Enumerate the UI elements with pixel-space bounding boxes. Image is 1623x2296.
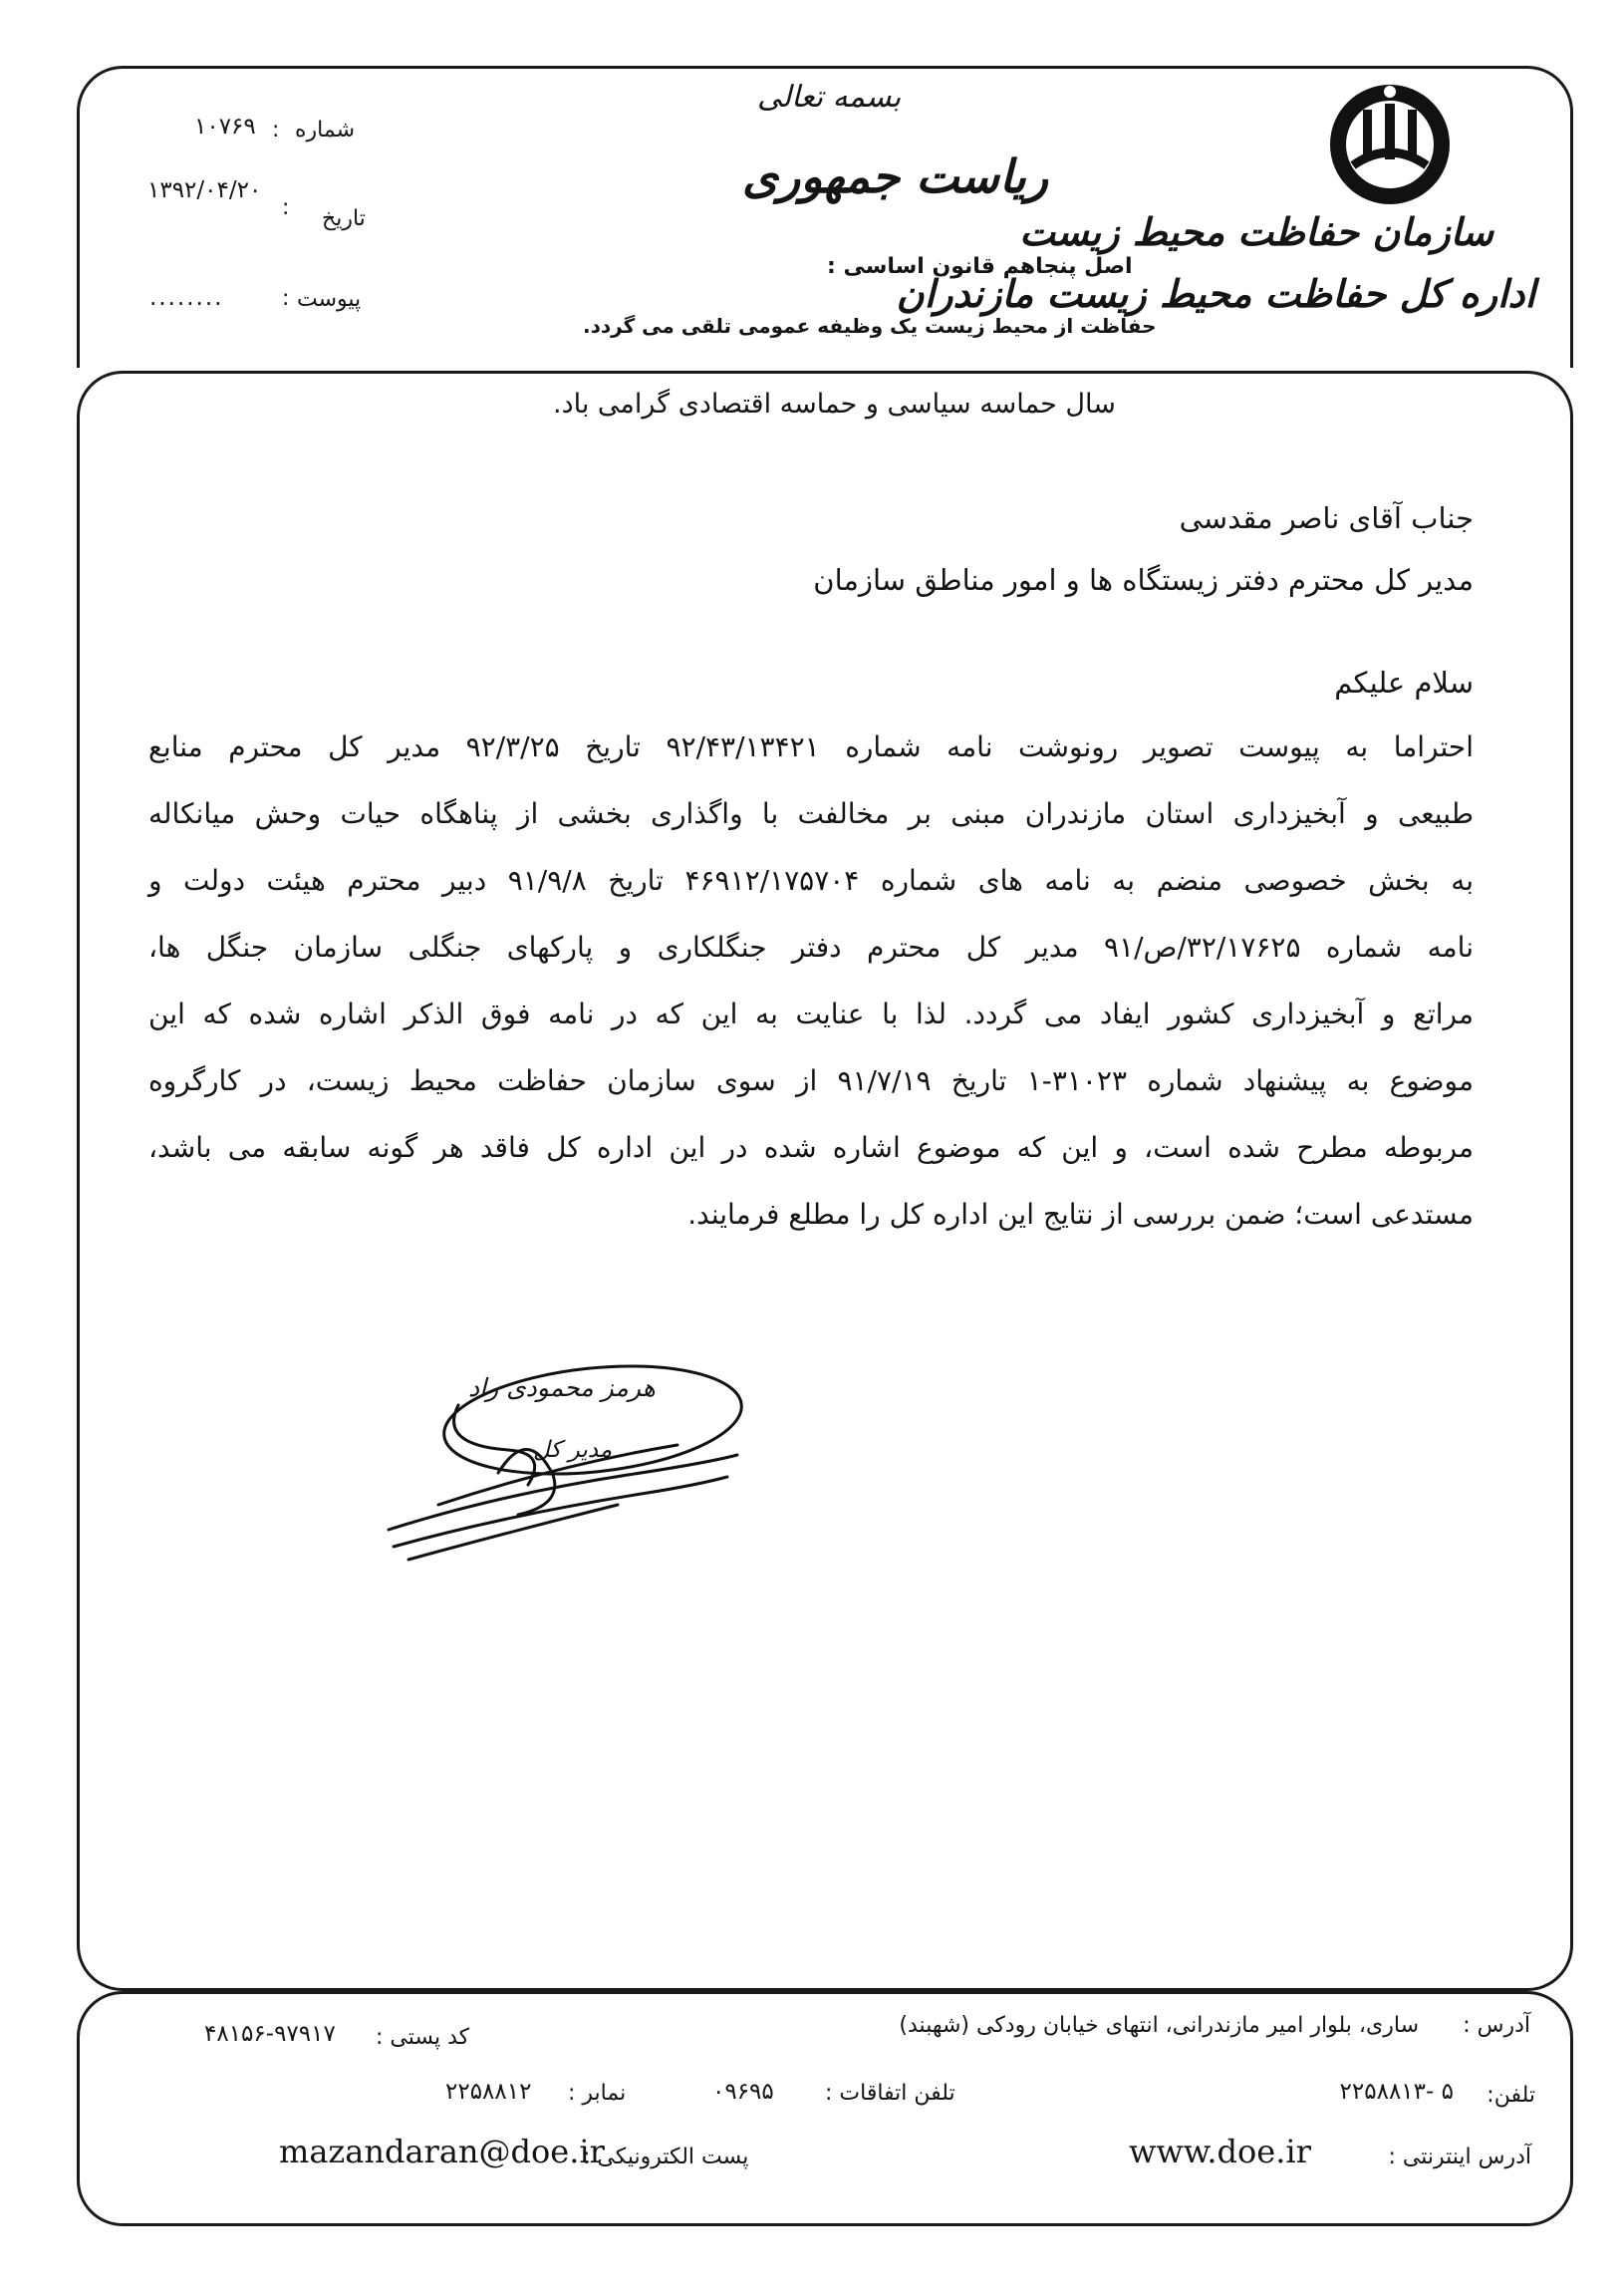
constitution-principle-title: اصل پنجاهم قانون اساسی :	[827, 254, 1133, 279]
signer-name: هرمز محمودی راد	[468, 1373, 656, 1402]
emergency-phone-label: تلفن اتفاقات :	[825, 2081, 955, 2106]
constitution-principle-text: حفاظت از محیط زیست یک وظیفه عمومی تلقی می گردد.	[583, 314, 1157, 338]
postal-code-label: کد پستی :	[376, 2025, 470, 2050]
recipient-title: مدیر کل محترم دفتر زیستگاه ها و امور مناطق سازمان	[813, 563, 1474, 597]
basmala: بسمه تعالی	[757, 80, 902, 115]
recipient-name: جناب آقای ناصر مقدسی	[1179, 501, 1474, 535]
address-label: آدرس :	[1463, 2013, 1530, 2038]
body-line: نامه شماره ۳۲/۱۷۶۲۵/ص/۹۱ مدیر کل محترم دفتر جنگلکاری و پارکهای جنگلی سازمان جنگل ها،	[148, 931, 1474, 964]
phone-value: ۵ -۲۲۵۸۸۱۳	[1339, 2079, 1454, 2105]
body-line: موضوع به پیشنهاد شماره ۳۱۰۲۳-۱ تاریخ ۹۱/۷/۱۹ از سوی سازمان حفاظت محیط زیست، در کارگروه	[148, 1064, 1475, 1097]
body-line: طبیعی و آبخیزداری استان مازندران مبنی بر مخالفت با واگذاری بخشی از پناهگاه حیات وحش میانکاله	[148, 797, 1474, 830]
department-name: اداره کل حفاظت محیط زیست مازندران	[896, 271, 1535, 316]
fax-value: ۲۲۵۸۸۱۲	[445, 2079, 532, 2105]
emergency-phone-value: ۰۹۶۹۵	[712, 2079, 774, 2105]
attachment-label: پیوست	[297, 287, 362, 312]
body-line: مربوطه مطرح شده است، و این که موضوع اشاره شده در این اداره کل فاقد هر گونه سابقه می باشد،	[148, 1131, 1474, 1164]
greeting: سلام علیکم	[1334, 666, 1474, 700]
letter-number-value: ۱۰۷۶۹	[194, 114, 256, 140]
phone-label: تلفن:	[1487, 2083, 1535, 2108]
year-slogan: سال حماسه سیاسی و حماسه اقتصادی گرامی باد.	[553, 389, 1116, 420]
handwritten-signature-icon	[379, 1355, 757, 1575]
letter-date-label: تاریخ	[322, 206, 366, 231]
colon-separator: :	[282, 195, 290, 220]
address-value: ساری، بلوار امیر مازندرانی، انتهای خیابان رودکی (شهبند)	[899, 2013, 1419, 2038]
colon-separator: :	[272, 118, 280, 143]
body-line: مستدعی است؛ ضمن بررسی از نتایج این اداره کل را مطلع فرمایند.	[687, 1198, 1474, 1231]
presidency-title: ریاست جمهوری	[742, 149, 1048, 203]
letter-number-label: شماره	[295, 118, 356, 143]
colon-separator: :	[282, 286, 290, 311]
signer-title: مدیر کل	[533, 1437, 613, 1463]
postal-code-value: ۴۸۱۵۶-۹۷۹۱۷	[204, 2021, 336, 2047]
website-link[interactable]: www.doe.ir	[1129, 2133, 1311, 2170]
letter-date-value: ۱۳۹۲/۰۴/۲۰	[147, 177, 262, 203]
attachment-value: ........	[149, 285, 224, 311]
body-line: به بخش خصوصی منضم به نامه های شماره ۴۶۹۱۲/۱۷۵۷۰۴ تاریخ ۹۱/۹/۸ دبیر محترم هیئت دولت و	[148, 864, 1475, 897]
letter-body-frame	[77, 371, 1573, 1991]
email-link[interactable]: mazandaran@doe.ir	[279, 2133, 605, 2170]
organization-name: سازمان حفاظت محیط زیست	[1019, 209, 1493, 254]
website-label: آدرس اینترنتی :	[1388, 2145, 1531, 2169]
fax-label: نمابر :	[568, 2081, 627, 2106]
body-line: احتراما به پیوست تصویر رونوشت نامه شماره ۹۲/۴۳/۱۳۴۲۱ تاریخ ۹۲/۳/۲۵ مدیر کل محترم منابع	[148, 730, 1474, 763]
doe-logo-icon	[1325, 80, 1455, 209]
email-label: پست الکترونیکی :	[583, 2145, 749, 2169]
body-line: مراتع و آبخیزداری کشور ایفاد می گردد. لذا با عنایت به این که در نامه فوق الذکر اشاره شده که این	[148, 998, 1474, 1030]
